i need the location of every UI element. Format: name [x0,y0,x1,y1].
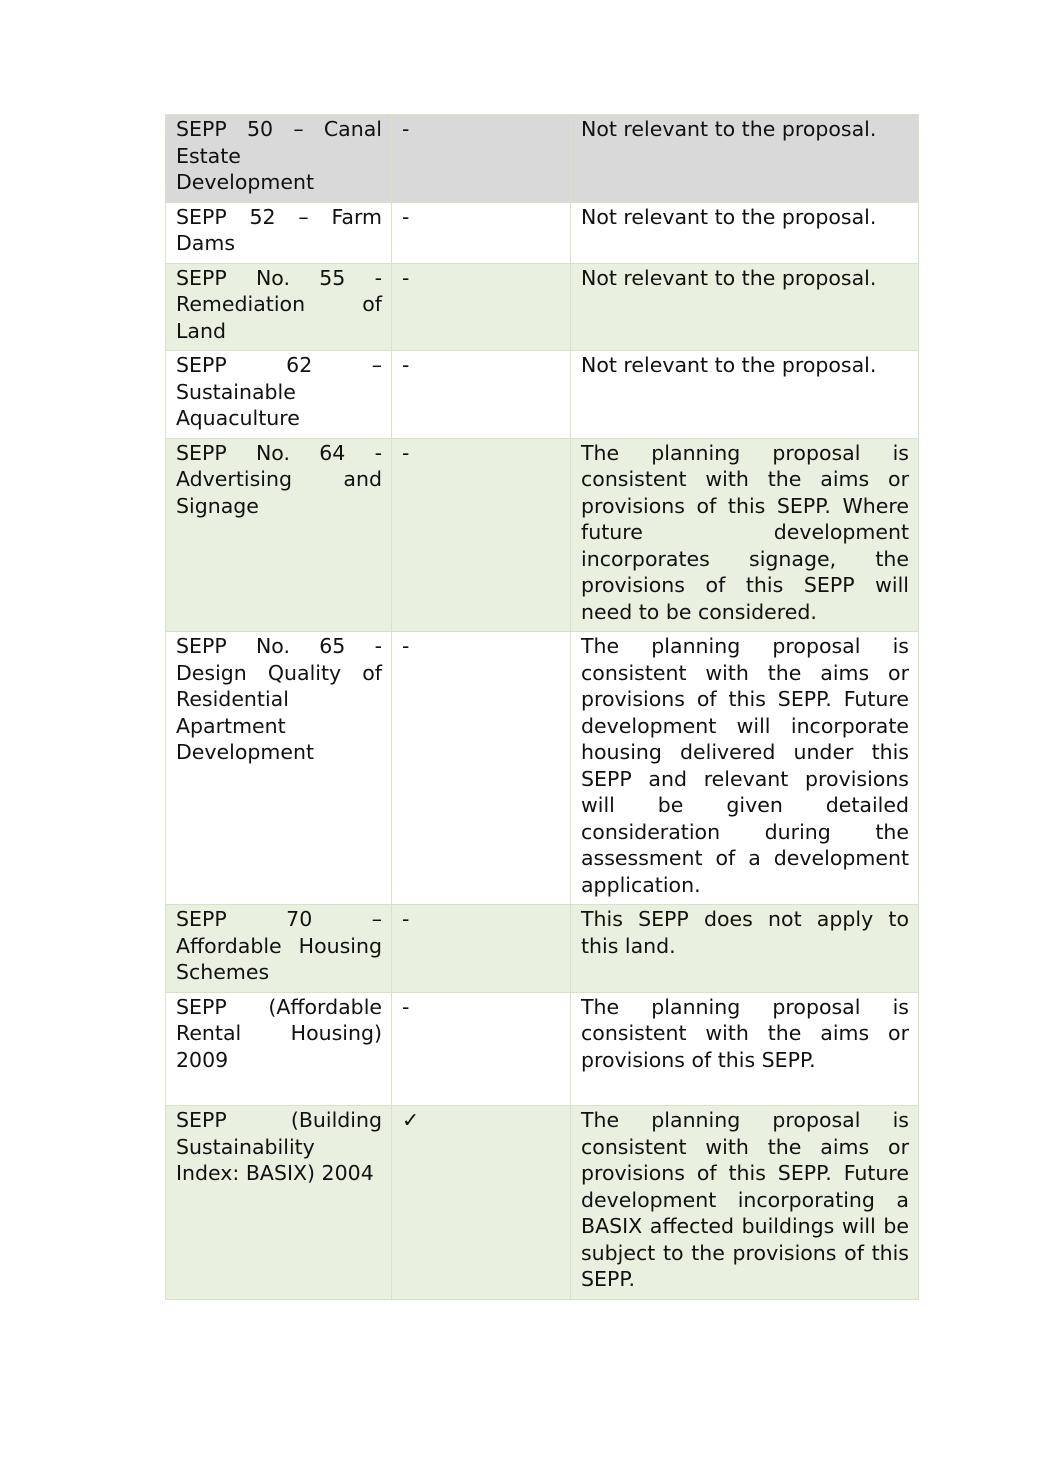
sepp-name-cell: SEPP No. 65 - Design Quality of Residential Apartment Development [166,632,392,905]
table-row [166,992,919,1106]
table-row [166,632,919,905]
sepp-name-cell: SEPP No. 64 - Advertising and Signage [166,438,392,632]
table-row [166,263,919,351]
applicability-mark-cell: - [392,992,571,1106]
consistency-comment-cell: The planning proposal is consistent with the aims or provisions of this SEPP. Where future development incorporates signage, the provisions of this SEPP will need to be considered. [571,438,919,632]
applicability-mark-cell: - [392,202,571,263]
consistency-comment-cell: Not relevant to the proposal. [571,202,919,263]
sepp-name-cell: SEPP No. 55 - Remediation of Land [166,263,392,351]
applicability-mark-cell: - [392,905,571,993]
consistency-comment-cell: Not relevant to the proposal. [571,263,919,351]
consistency-comment-cell: The planning proposal is consistent with the aims or provisions of this SEPP. Future development will incorporate housing delivered under this SEPP and relevant provisions will be given detailed consideration during the assessment of a development application. [571,632,919,905]
sepp-name-cell: SEPP (Affordable Rental Housing) 2009 [166,992,392,1106]
consistency-comment-cell: The planning proposal is consistent with the aims or provisions of this SEPP. Future development incorporating a BASIX affected buildings will be subject to the provisions of this SEPP. [571,1106,919,1300]
sepp-name-cell: SEPP 62 – Sustainable Aquaculture [166,351,392,439]
applicability-mark-cell: - [392,632,571,905]
table-row [166,1106,919,1300]
sepp-name-cell: SEPP (Building Sustainability Index: BASIX) 2004 [166,1106,392,1300]
consistency-comment-cell: Not relevant to the proposal. [571,351,919,439]
consistency-comment-cell: The planning proposal is consistent with the aims or provisions of this SEPP. [571,992,919,1106]
sepp-table [165,114,919,1300]
applicability-mark-cell: - [392,115,571,203]
sepp-name-cell: SEPP 70 – Affordable Housing Schemes [166,905,392,993]
applicability-mark-cell: - [392,438,571,632]
table-row [166,905,919,993]
sepp-name-cell: SEPP 52 – Farm Dams [166,202,392,263]
check-mark-cell: ✓ [392,1106,571,1300]
table-row [166,438,919,632]
consistency-comment-cell: Not relevant to the proposal. [571,115,919,203]
sepp-name-cell: SEPP 50 – Canal Estate Development [166,115,392,203]
table-row [166,202,919,263]
applicability-mark-cell: - [392,263,571,351]
table-row [166,115,919,203]
table-row [166,351,919,439]
consistency-comment-cell: This SEPP does not apply to this land. [571,905,919,993]
applicability-mark-cell: - [392,351,571,439]
